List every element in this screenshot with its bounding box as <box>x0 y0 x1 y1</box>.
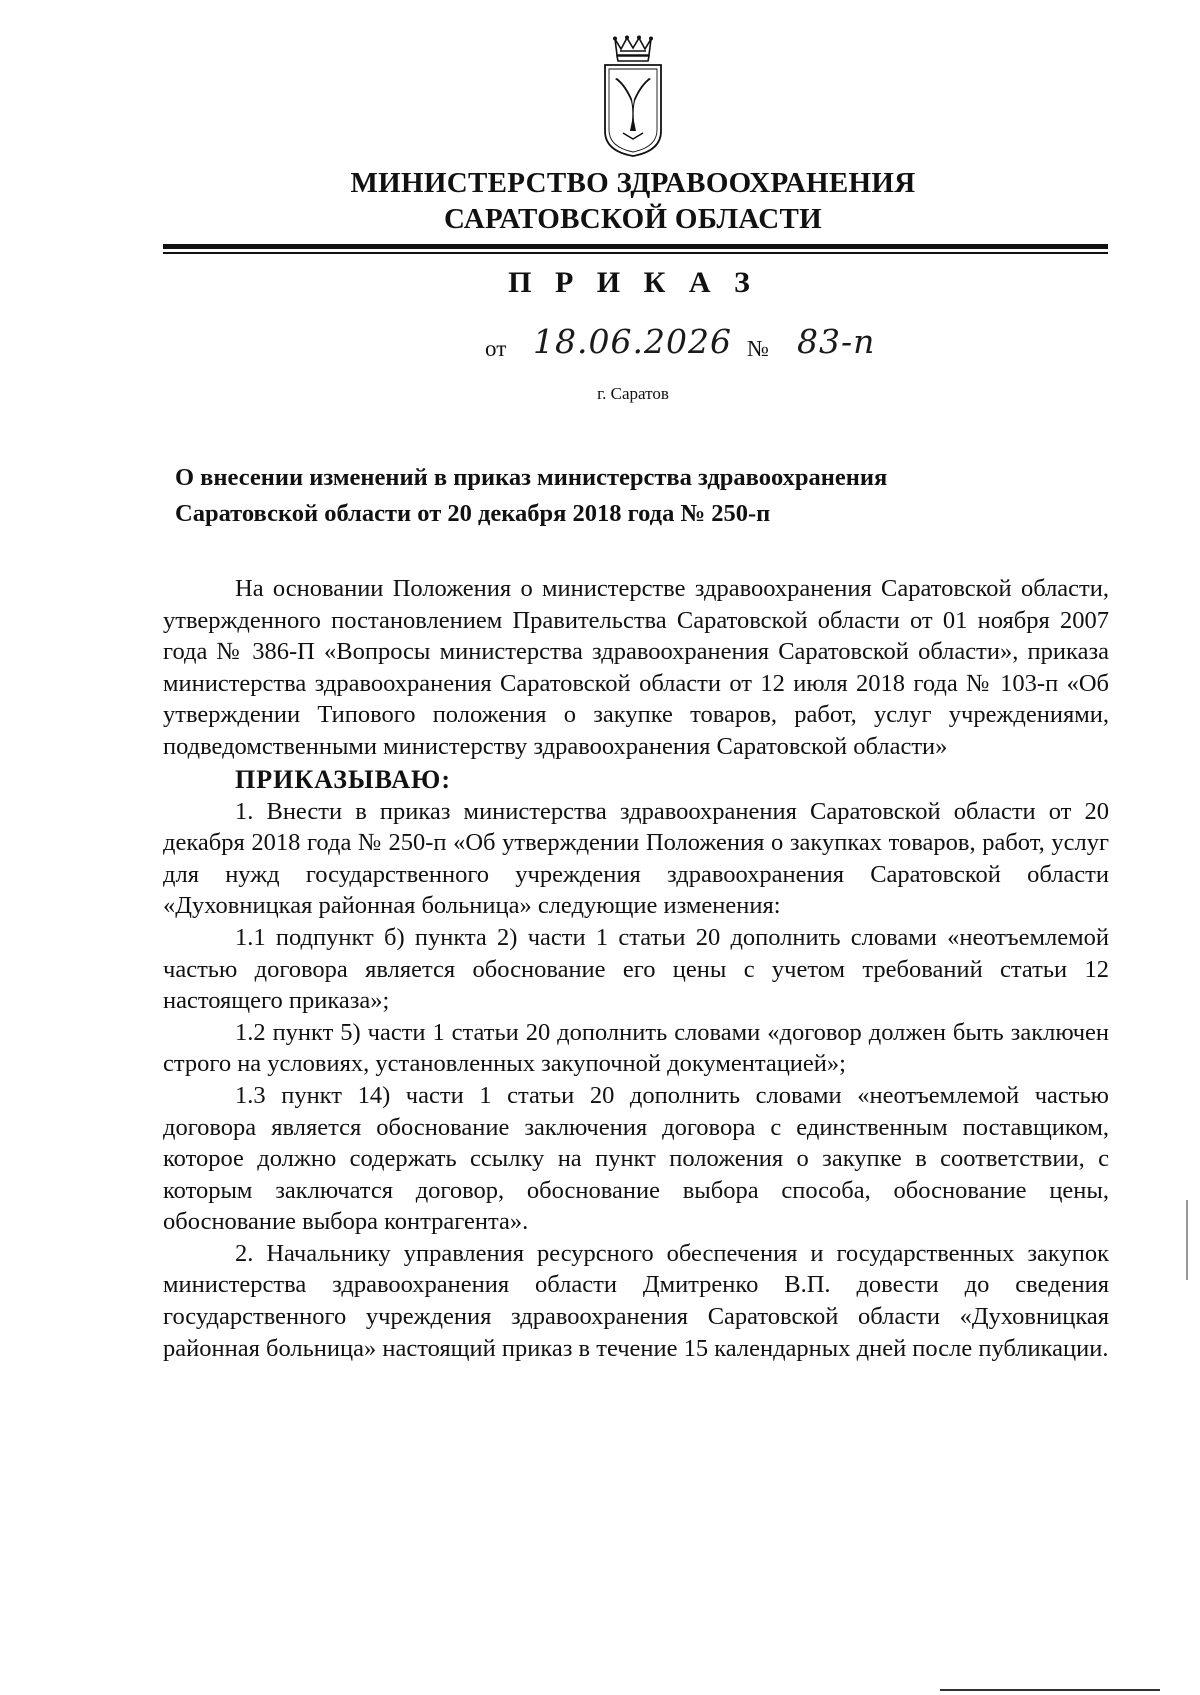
item-1-2-paragraph: 1.2 пункт 5) части 1 статьи 20 дополнить словами «договор должен быть заключен строго на условиях, установленных закупочной документацией»; <box>163 1018 1109 1078</box>
order-body <box>163 573 1109 1364</box>
ministry-name-line2: САРАТОВСКОЙ ОБЛАСТИ <box>444 203 822 235</box>
item-1-paragraph: 1. Внести в приказ министерства здравоохранения Саратовской области от 20 декабря 2018 года № 250-п «Об утверждении Положения о закупках товаров, работ, услуг для нужд государственного учреждения здравоохранения Саратовской области «Духовницкая районная больница» следующие изменения: <box>163 797 1109 920</box>
header-rule-thin <box>163 252 1108 254</box>
header-rule-thick <box>163 244 1108 249</box>
footer-rule <box>940 1689 1160 1691</box>
order-city: г. Саратов <box>597 384 669 403</box>
order-from-label: от <box>485 336 507 361</box>
decree-heading: ПРИКАЗЫВАЮ: <box>235 764 451 794</box>
order-subject-line2: Саратовской области от 20 декабря 2018 года № 250-п <box>175 500 771 527</box>
item-2-paragraph: 2. Начальнику управления ресурсного обеспечения и государственных закупок министерства здравоохранения области Дмитренко В.П. довести до сведения государственного учреждения здравоохранения Саратовской области «Духовницкая районная больница» настоящий приказ в течение 15 календарных дней после публикации. <box>163 1239 1109 1362</box>
scan-edge-mark <box>1186 1200 1188 1280</box>
ministry-name-line1: МИНИСТЕРСТВО ЗДРАВООХРАНЕНИЯ <box>350 167 916 199</box>
order-subject <box>175 460 1075 532</box>
order-date: 18.06.2026 <box>533 322 732 361</box>
preamble-paragraph: На основании Положения о министерстве здравоохранения Саратовской области, утвержденного постановлением Правительства Саратовской области от 01 ноября 2007 года № 386-П «Вопросы министерства здравоохранения Саратовской области», приказа министерства здравоохранения Саратовской области от 12 июля 2018 года № 103-п «Об утверждении Типового положения о закупке товаров, работ, услуг учреждениями, подведомственными министерству здравоохранения Саратовской области» <box>163 575 1109 760</box>
order-title: П Р И К А З <box>508 266 758 299</box>
item-1-1-paragraph: 1.1 подпункт б) пункта 2) части 1 статьи 20 дополнить словами «неотъемлемой частью договора является обоснование его цены с учетом требований статьи 12 настоящего приказа»; <box>163 923 1109 1015</box>
order-date-number-line <box>485 322 925 370</box>
order-subject-line1: О внесении изменений в приказ министерства здравоохранения <box>175 464 888 491</box>
coat-of-arms-icon <box>593 35 673 160</box>
order-number-label: № <box>747 336 769 361</box>
ministry-name <box>160 165 1106 237</box>
item-1-3-paragraph: 1.3 пункт 14) части 1 статьи 20 дополнить словами «неотъемлемой частью договора является обоснование заключения договора с единственным поставщиком, которое должно содержать ссылку на пункт положения о закупке в соответствии, с которым заключатся договор, обоснование выбора способа, обоснование цены, обоснование выбора контрагента». <box>163 1081 1109 1236</box>
order-number: 83-п <box>797 322 876 361</box>
